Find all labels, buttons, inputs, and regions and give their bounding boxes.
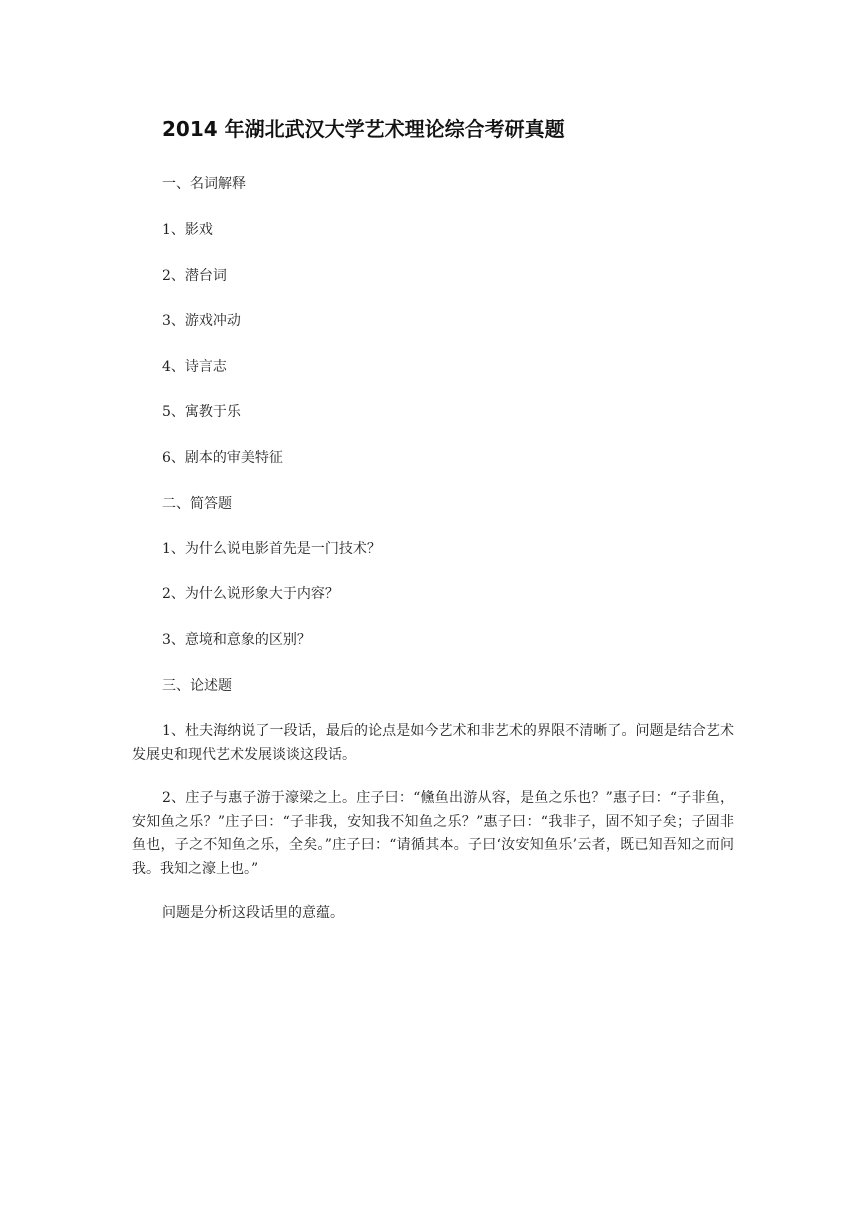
essay-question-2: 2、庄子与惠子游于濠梁之上。庄子曰：“儵鱼出游从容，是鱼之乐也？”惠子曰：“子非鱼，安知鱼之乐？”庄子曰：“子非我，安知我不知鱼之乐？”惠子曰：“我非子，固不知子矣；子固非鱼也，子之不知鱼之乐，全矣。”庄子曰：“请循其本。子曰‘汝安知鱼乐’云者，既已知吾知之而问我。我知之濠上也。”: [132, 790, 734, 877]
list-item: 1、为什么说电影首先是一门技术？: [162, 541, 381, 557]
list-item: 5、寓教于乐: [162, 404, 241, 420]
essay-question-1: 1、杜夫海纳说了一段话，最后的论点是如今艺术和非艺术的界限不清晰了。问题是结合艺术发展史和现代艺术发展谈谈这段话。: [132, 723, 734, 763]
list-item: 2、潜台词: [162, 268, 227, 284]
section-heading-essay: 三、论述题: [162, 678, 232, 694]
list-item: 4、诗言志: [162, 359, 227, 375]
list-item: 3、游戏冲动: [162, 313, 241, 329]
section-heading-short-answer: 二、简答题: [162, 496, 232, 512]
list-item: 1、影戏: [162, 222, 213, 238]
page-title: 2014 年湖北武汉大学艺术理论综合考研真题: [162, 117, 565, 141]
section-heading-terms: 一、名词解释: [162, 176, 246, 192]
list-item: 3、意境和意象的区别？: [162, 632, 311, 648]
essay-question-2-followup: 问题是分析这段话里的意蕴。: [162, 905, 344, 921]
list-item: 2、为什么说形象大于内容？: [162, 586, 339, 602]
list-item: 6、剧本的审美特征: [162, 450, 283, 466]
